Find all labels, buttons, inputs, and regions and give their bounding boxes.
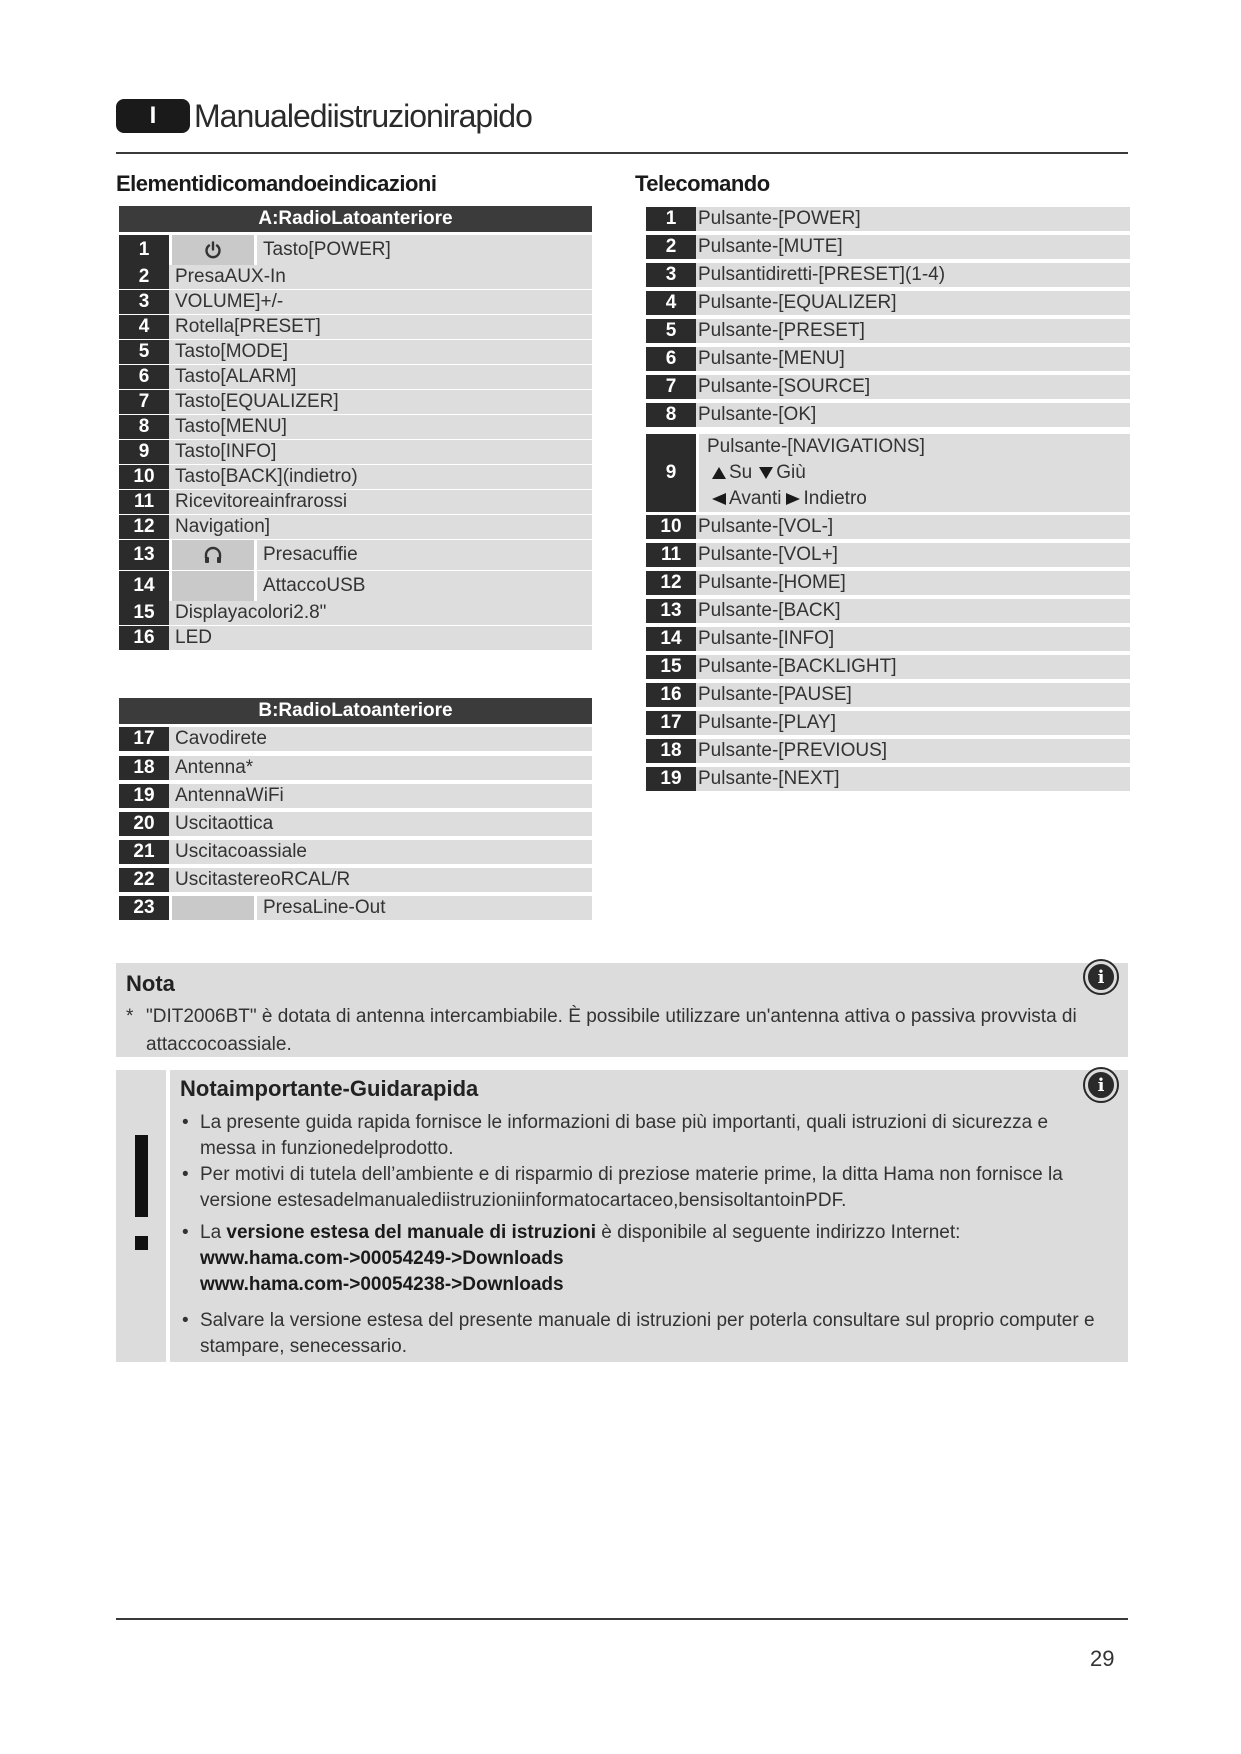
- remote-row: [646, 627, 1130, 651]
- control-row: [119, 340, 592, 364]
- control-row: [119, 365, 592, 389]
- exclamation-dot: [135, 1236, 148, 1250]
- arrow-down-icon: [758, 466, 774, 480]
- footer-rule: [116, 1618, 1128, 1620]
- row-label: Pulsante-[MUTE]: [696, 235, 1130, 259]
- download-link-1[interactable]: www.hama.com->00054249->Downloads: [200, 1248, 564, 1269]
- row-label: Pulsante-[VOL-]: [696, 515, 1130, 539]
- row-label: Pulsante-[BACK]: [696, 599, 1130, 623]
- remote-row: [646, 683, 1130, 707]
- nav-up-label: Su: [729, 462, 753, 483]
- remote-row: [646, 739, 1130, 763]
- nav-down-label: Giù: [776, 462, 806, 483]
- nav-right-label: Indietro: [803, 488, 867, 509]
- remote-row-navigation: [646, 434, 1130, 512]
- row-number: 8: [119, 415, 169, 439]
- row-label: Pulsante-[MENU]: [696, 347, 1130, 371]
- row-number: 14: [646, 627, 696, 651]
- line-out-icon: [172, 896, 254, 920]
- row-number: 19: [646, 767, 696, 791]
- row-number: 9: [119, 440, 169, 464]
- row-number: 7: [646, 375, 696, 399]
- note-title: Nota: [126, 971, 175, 996]
- row-label: Pulsante-[BACKLIGHT]: [696, 655, 1130, 679]
- row-number: 12: [646, 571, 696, 595]
- note-marker: *: [126, 1006, 134, 1027]
- control-row: [119, 727, 592, 751]
- row-number: 2: [646, 235, 696, 259]
- row-label: Pulsante-[EQUALIZER]: [696, 291, 1130, 315]
- bullet-text: La presente guida rapida fornisce le informazioni di base più importanti, quali istruzioni di sicurezza e messa in funzionedelprodotto.: [200, 1112, 1049, 1159]
- row-number: 9: [646, 434, 696, 512]
- row-number: 13: [119, 540, 169, 570]
- bullet-marker: •: [182, 1112, 189, 1133]
- remote-row: [646, 347, 1130, 371]
- remote-row: [646, 571, 1130, 595]
- row-number: 20: [119, 812, 169, 836]
- page-title: Manualediistruzionirapido: [194, 97, 532, 134]
- row-number: 13: [646, 599, 696, 623]
- bullet-text-post: è disponibile al seguente indirizzo Internet:: [596, 1222, 961, 1243]
- important-note-box: [170, 1070, 1128, 1362]
- bullet-item: [182, 1308, 1102, 1360]
- download-link-2[interactable]: www.hama.com->00054238->Downloads: [200, 1274, 564, 1295]
- headphones-icon: [172, 540, 254, 570]
- control-row: [119, 315, 592, 339]
- note-box: [116, 963, 1128, 1057]
- info-icon: i: [1085, 1069, 1117, 1101]
- remote-row: [646, 543, 1130, 567]
- note-text: "DIT2006BT" è dotata di antenna intercambiabile. È possibile utilizzare un'antenna attiva o passiva provvista di attaccocoassiale.: [146, 1006, 1077, 1055]
- row-number: 4: [646, 291, 696, 315]
- control-row: [119, 571, 592, 601]
- row-number: 11: [119, 490, 169, 514]
- row-number: 7: [119, 390, 169, 414]
- row-number: 6: [119, 365, 169, 389]
- important-title: Notaimportante-Guidarapida: [180, 1076, 479, 1101]
- nav-left-label: Avanti: [729, 488, 782, 509]
- remote-row: [646, 319, 1130, 343]
- control-row: [119, 390, 592, 414]
- row-label: Pulsante-[INFO]: [696, 627, 1130, 651]
- arrow-right-icon: [785, 492, 801, 506]
- control-row: [119, 465, 592, 489]
- bullet-text-strong: versione estesa del manuale di istruzioni: [226, 1222, 596, 1243]
- row-label: Rotella[PRESET]: [169, 315, 592, 339]
- row-number: 1: [646, 207, 696, 231]
- nav-label: Pulsante-[NAVIGATIONS]: [707, 436, 925, 457]
- row-label: Uscitaottica: [169, 812, 592, 836]
- arrow-up-icon: [711, 466, 727, 480]
- row-number: 21: [119, 840, 169, 864]
- row-label: Pulsante-[PLAY]: [696, 711, 1130, 735]
- row-label: Ricevitoreainfrarossi: [169, 490, 592, 514]
- usb-icon: [172, 571, 254, 601]
- row-number: 2: [119, 265, 169, 289]
- control-row: [119, 756, 592, 780]
- remote-row: [646, 207, 1130, 231]
- remote-row: [646, 711, 1130, 735]
- arrow-left-icon: [711, 492, 727, 506]
- nav-up-down: [707, 462, 1130, 484]
- remote-row: [646, 263, 1130, 287]
- control-row: [119, 784, 592, 808]
- row-label: LED: [169, 626, 592, 650]
- control-row: [119, 440, 592, 464]
- row-number: 10: [646, 515, 696, 539]
- control-row: [119, 265, 592, 289]
- power-icon: [172, 235, 254, 265]
- control-row: [119, 840, 592, 864]
- control-row: [119, 515, 592, 539]
- bullet-marker: •: [182, 1222, 189, 1243]
- row-label: Tasto[MODE]: [169, 340, 592, 364]
- row-label: Pulsantidiretti-[PRESET](1-4): [696, 263, 1130, 287]
- row-number: 6: [646, 347, 696, 371]
- row-label: PresaAUX-In: [169, 265, 592, 289]
- control-row: [119, 601, 592, 625]
- row-label: Navigation]: [169, 515, 592, 539]
- control-row: [119, 626, 592, 650]
- row-number: 16: [646, 683, 696, 707]
- nav-left-right: [707, 488, 1130, 510]
- row-number: 19: [119, 784, 169, 808]
- remote-row: [646, 375, 1130, 399]
- control-row: [119, 415, 592, 439]
- control-row: [119, 490, 592, 514]
- language-badge: I: [116, 99, 190, 133]
- front-table-header: A:RadioLatoanteriore: [119, 206, 592, 232]
- row-label: Tasto[MENU]: [169, 415, 592, 439]
- remote-row: [646, 767, 1130, 791]
- bullet-text-pre: La: [200, 1222, 227, 1243]
- row-number: 17: [646, 711, 696, 735]
- row-label: Cavodirete: [169, 727, 592, 751]
- remote-row: [646, 235, 1130, 259]
- row-number: 15: [119, 601, 169, 625]
- bullet-text: [200, 1220, 1102, 1298]
- row-label: UscitastereoRCAL/R: [169, 868, 592, 892]
- control-row: [119, 812, 592, 836]
- row-label: Pulsante-[PRESET]: [696, 319, 1130, 343]
- remote-row: [646, 599, 1130, 623]
- row-number: 18: [646, 739, 696, 763]
- row-label: Presacuffie: [257, 540, 592, 570]
- row-label: VOLUME]+/-: [169, 290, 592, 314]
- remote-row: [646, 655, 1130, 679]
- row-label: Pulsante-[PAUSE]: [696, 683, 1130, 707]
- row-label: Pulsante-[SOURCE]: [696, 375, 1130, 399]
- row-label: Tasto[ALARM]: [169, 365, 592, 389]
- bullet-text: Per motivi di tutela dell’ambiente e di risparmio di preziose materie prime, la ditta Hama non fornisce la versione estesadelmanualediistruzioniinformatocartaceo,bensisoltantoinPDF.: [200, 1164, 1063, 1211]
- row-label: Pulsante-[VOL+]: [696, 543, 1130, 567]
- bullet-item: [182, 1162, 1102, 1214]
- row-number: 8: [646, 403, 696, 427]
- control-row: [119, 290, 592, 314]
- info-icon: i: [1085, 961, 1117, 993]
- bullet-marker: •: [182, 1164, 189, 1185]
- row-number: 18: [119, 756, 169, 780]
- row-number: 3: [119, 290, 169, 314]
- bullet-text: Salvare la versione estesa del presente manuale di istruzioni per poterla consultare sul proprio computer e stampare, senecessario.: [200, 1310, 1095, 1357]
- row-number: 3: [646, 263, 696, 287]
- page-number: 29: [1090, 1646, 1115, 1671]
- row-label: PresaLine-Out: [257, 896, 592, 920]
- control-row: [119, 540, 592, 570]
- row-number: 16: [119, 626, 169, 650]
- row-label: Tasto[INFO]: [169, 440, 592, 464]
- remote-row: [646, 291, 1130, 315]
- row-number: 5: [119, 340, 169, 364]
- row-label: Displayacolori2.8": [169, 601, 592, 625]
- control-row: [119, 868, 592, 892]
- row-label: AttaccoUSB: [257, 571, 592, 601]
- row-label: Uscitacoassiale: [169, 840, 592, 864]
- row-label: [699, 434, 1130, 512]
- row-number: 5: [646, 319, 696, 343]
- remote-row: [646, 515, 1130, 539]
- row-label: Pulsante-[POWER]: [696, 207, 1130, 231]
- row-number: 1: [119, 235, 169, 265]
- row-label: Pulsante-[PREVIOUS]: [696, 739, 1130, 763]
- header-rule: [116, 152, 1128, 154]
- controls-section-title: Elementidicomandoeindicazioni: [116, 171, 437, 196]
- row-number: 10: [119, 465, 169, 489]
- row-label: Pulsante-[NEXT]: [696, 767, 1130, 791]
- row-number: 14: [119, 571, 169, 601]
- row-number: 17: [119, 727, 169, 751]
- row-label: Pulsante-[HOME]: [696, 571, 1130, 595]
- warning-sidebar: [116, 1070, 166, 1362]
- row-label: AntennaWiFi: [169, 784, 592, 808]
- row-number: 11: [646, 543, 696, 567]
- row-number: 15: [646, 655, 696, 679]
- row-number: 23: [119, 896, 169, 920]
- row-label: Antenna*: [169, 756, 592, 780]
- control-row: [119, 896, 592, 920]
- row-label: Tasto[BACK](indietro): [169, 465, 592, 489]
- row-label: Tasto[EQUALIZER]: [169, 390, 592, 414]
- remote-section-title: Telecomando: [635, 171, 770, 196]
- control-row: [119, 235, 592, 265]
- row-label: Tasto[POWER]: [257, 235, 592, 265]
- row-number: 4: [119, 315, 169, 339]
- rear-table-header: B:RadioLatoanteriore: [119, 698, 592, 724]
- row-label: Pulsante-[OK]: [696, 403, 1130, 427]
- bullet-item: [182, 1220, 1102, 1298]
- row-number: 22: [119, 868, 169, 892]
- row-number: 12: [119, 515, 169, 539]
- bullet-item: [182, 1110, 1102, 1162]
- remote-row: [646, 403, 1130, 427]
- page-header: [116, 96, 532, 136]
- bullet-marker: •: [182, 1310, 189, 1331]
- exclamation-icon: [135, 1135, 148, 1217]
